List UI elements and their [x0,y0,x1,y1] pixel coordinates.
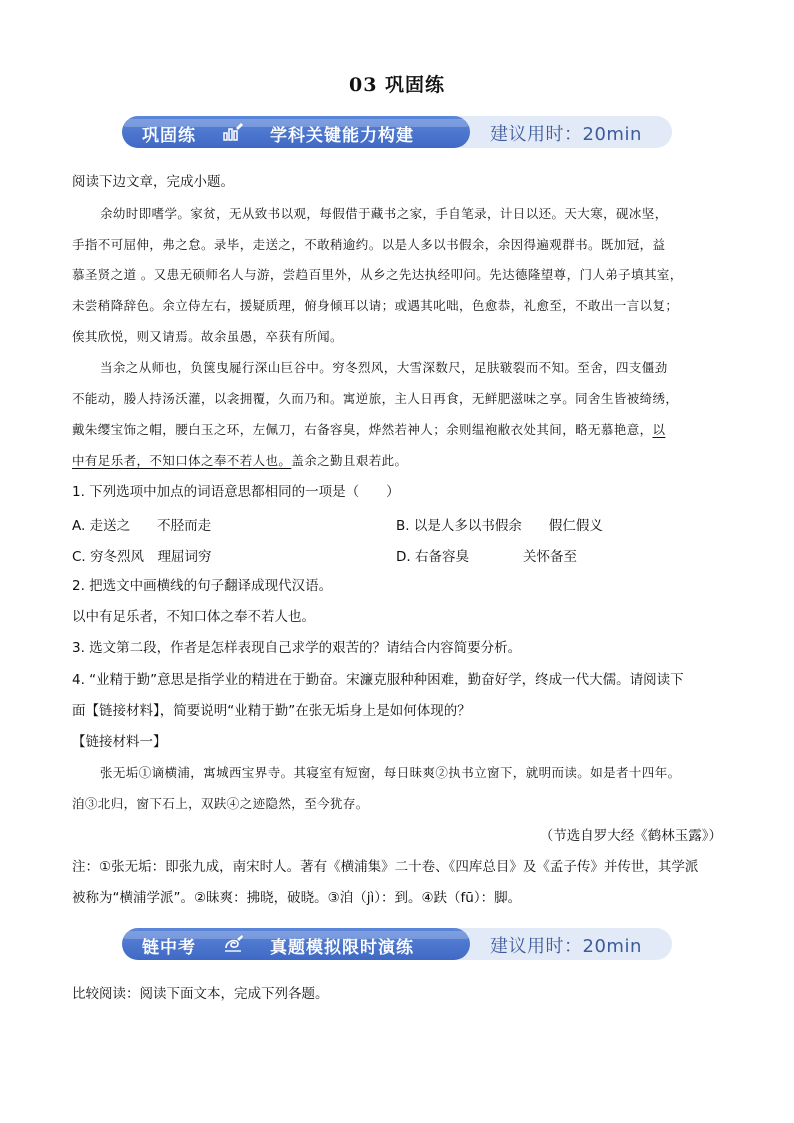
banner-mid-label: 真题模拟限时演练 [270,938,414,958]
underlined-sentence: 以 [652,422,666,437]
underlined-sentence: 中有足乐者，不知口体之奉不若人也。 [72,453,292,468]
passage-line [72,420,722,440]
section-banner-consolidate [122,116,672,148]
option-a: A. 走送之 不胫而走 [72,518,212,534]
passage-text: 盖余之勤且艰若此。 [291,453,408,468]
material-note: 注：①张无垢：即张九成，南宋时人。著有《横浦集》二十卷、《四库总目》及《孟子传》并传世，其学派 [72,859,699,875]
passage-line: 慕圣贤之道 。又患无硕师名人与游，尝趋百里外，从乡之先达执经叩问。先达德隆望尊，门人弟子填其室， [72,267,683,282]
instruction-text: 阅读下边文章，完成小题。 [72,174,234,190]
option-c: C. 穷冬烈风 理屈词穷 [72,549,212,565]
material-source: （节选自罗大经《鹤林玉露》） [539,828,722,844]
instruction-text: 比较阅读：阅读下面文本，完成下列各题。 [72,986,329,1002]
passage-line [72,451,722,471]
question-2-stem: 2. 把选文中画横线的句子翻译成现代汉语。 [72,578,333,594]
passage-line: 余幼时即嗜学。家贫，无从致书以观，每假借于藏书之家，手自笔录，计日以还。天大寒，砚冰坚， [100,206,668,221]
option-d: D. 右备容臭 关怀备至 [396,549,577,565]
banner-time-label: 建议用时：20min [490,936,642,957]
material-note: 被称为“横浦学派”。②昧爽：拂晓，破晓。③洎（jì）：到。④趺（fū）：脚。 [72,890,522,906]
question-3-stem: 3. 选文第二段，作者是怎样表现自己求学的艰苦的？请结合内容简要分析。 [72,640,522,656]
passage-line: 手指不可屈伸，弗之怠。录毕，走送之，不敢稍逾约。以是人多以书假余，余因得遍观群书。既加冠，益 [72,237,666,252]
question-2-sentence: 以中有足乐者，不知口体之奉不若人也。 [72,609,315,625]
question-4-stem: 面【链接材料】，简要说明“业精于勤”在张无垢身上是如何体现的？ [72,703,471,719]
chart-pen-icon [222,122,244,142]
passage-text: 戴朱缨宝饰之帽，腰白玉之环，左佩刀，右备容臭，烨然若神人；余则缊袍敝衣处其间，略无慕艳意， [72,422,653,437]
material-line: 洎③北归，窗下石上，双趺④之迹隐然，至今犹存。 [72,796,369,811]
link-material-title: 【链接材料一】 [72,734,167,750]
page-title: 03 巩固练 [348,74,446,96]
option-b: B. 以是人多以书假余 假仁假义 [396,518,603,534]
section-banner-exam [122,928,672,960]
banner-time-label: 建议用时：20min [490,124,642,145]
passage-line: 不能动，媵人持汤沃灌，以衾拥覆，久而乃和。寓逆旅，主人日再食，无鲜肥滋味之享。同舍生皆被绮绣， [72,391,679,406]
material-line: 张无垢①谪横浦，寓城西宝界寺。其寝室有短窗，每日昧爽②执书立窗下，就明而读。如是者十四年。 [100,765,681,780]
question-4-stem: 4. “业精于勤”意思是指学业的精进在于勤奋。宋濂克服种种困难，勤奋好学，终成一代大儒。请阅读下 [72,672,684,688]
banner-left-label: 链中考 [142,938,196,958]
passage-line: 当余之从师也，负箧曳屣行深山巨谷中。穷冬烈风，大雪深数尺，足肤皲裂而不知。至舍，四支僵劲 [100,360,668,375]
passage-line: 俟其欣悦，则又请焉。故余虽愚，卒获有所闻。 [72,329,343,344]
question-1-stem: 1. 下列选项中加点的词语意思都相同的一项是（ ） [72,484,400,500]
banner-left-label: 巩固练 [142,126,196,146]
swirl-pen-icon [222,934,244,954]
banner-mid-label: 学科关键能力构建 [270,126,414,146]
passage-line: 未尝稍降辞色。余立侍左右，援疑质理，俯身倾耳以请；或遇其叱咄，色愈恭，礼愈至，不敢出一言以复； [72,298,679,313]
